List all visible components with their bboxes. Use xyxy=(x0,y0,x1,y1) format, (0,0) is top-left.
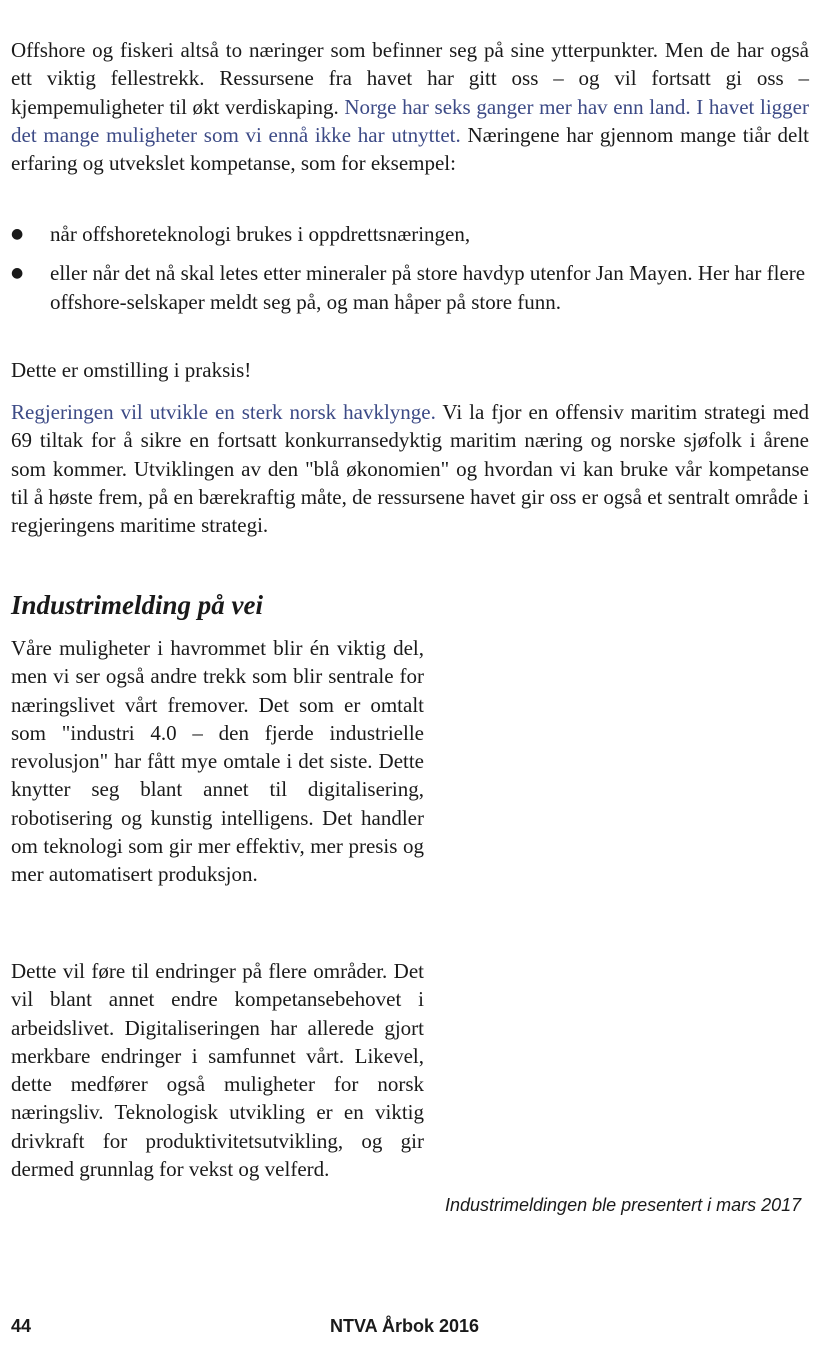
list-item xyxy=(11,259,809,316)
list-item-text: når offshoreteknologi brukes i oppdrettsnæringen, xyxy=(50,222,471,246)
image-caption: Industrimeldingen ble presentert i mars 2017 xyxy=(445,1195,802,1215)
bullet-icon: ● xyxy=(11,226,24,242)
omstilling-paragraph: Dette er omstilling i praksis! xyxy=(11,358,252,382)
page-number: 44 xyxy=(11,1316,32,1336)
section-paragraph-2: Dette vil føre til endringer på flere områder. Det vil blant annet endre kompetansebehovet i arbeidslivet. Digitaliseringen har allerede gjort merkbare endringer i samfunnet vårt. Likevel, dette medfører også muligheter for norsk næringsliv. Teknologisk utvikling er en viktig drivkraft for produktivitetsutvikling, og gir dermed grunnlag for vekst og velferd. xyxy=(11,959,424,1182)
intro-text-part1: Offshore og fiskeri altså to næringer som befinner seg på sine ytterpunkter. Men de har også ett viktig fellestrekk. Ressursene fra havet har gitt oss – og vil fortsatt gi oss – kjempemuligheter til økt verdiskaping. xyxy=(11,38,809,119)
section-paragraph-1: Våre muligheter i havrommet blir én viktig del, men vi ser også andre trekk som blir sentrale for næringslivet vårt fremover. Det som er omtalt som "industri 4.0 – den fjerde industrielle revolusjon" har fått mye omtale i det siste. Dette knytter seg blant annet til digitalisering, robotisering og kunstig intelligens. Det handler om teknologi som gir mer effektiv, mer presis og mer automatisert produksjon. xyxy=(11,636,424,887)
regjeringen-text: Vi la fjor en offensiv maritim strategi med 69 tiltak for å sikre en fortsatt konkurransedyktig maritim næring og norske sjøfolk i årene som kommer. Utviklingen av den "blå økonomien" og hvordan vi kan bruke vår kompetanse til å høste frem, på en bærekraftig måte, de ressursene havet gir oss er også et sentralt område i regjeringens maritime strategi. xyxy=(11,400,809,538)
publication-title: NTVA Årbok 2016 xyxy=(330,1316,480,1336)
list-item-text: eller når det nå skal letes etter mineraler på store havdyp utenfor Jan Mayen. Her har flere offshore-selskaper meldt seg på, og man håper på store funn. xyxy=(50,261,806,314)
regjeringen-highlight: Regjeringen vil utvikle en sterk norsk havklynge. xyxy=(11,400,436,424)
intro-text-part3: Næringene har gjennom mange tiår delt erfaring og utvekslet kompetanse, som for eksempel: xyxy=(11,122,809,176)
list-item xyxy=(11,220,809,248)
intro-text-highlight: Norge har seks ganger mer hav enn land. I havet ligger det mange muligheter som vi ennå ikke har utnyttet. xyxy=(11,94,809,147)
regjeringen-paragraph xyxy=(11,398,809,539)
example-list xyxy=(11,220,809,316)
section-heading: Industrimelding på vei xyxy=(11,590,264,620)
intro-paragraph xyxy=(11,36,809,177)
bullet-icon: ● xyxy=(11,265,24,282)
